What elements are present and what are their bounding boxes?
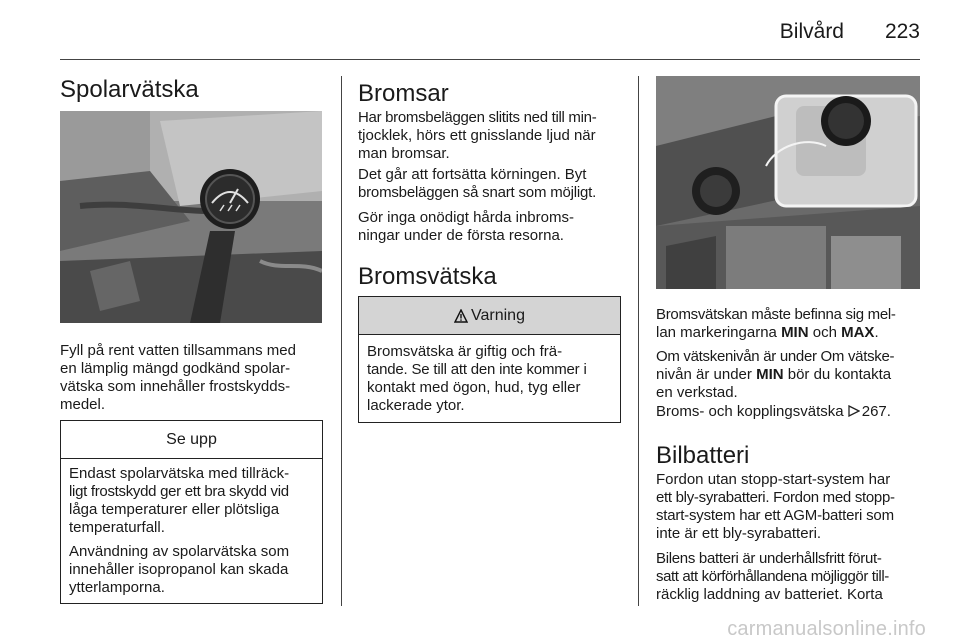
text-span: Broms- och kopplingsvätska xyxy=(656,403,848,420)
header-divider xyxy=(60,59,920,60)
text-line: Om vätskenivån är under Om vätske- xyxy=(656,348,895,365)
text-span: . xyxy=(874,324,879,341)
text-line: bromsbeläggen så snart som möjligt. xyxy=(358,184,597,201)
text-line: ett bly-syrabatteri. Fordon med stopp- xyxy=(656,489,895,506)
page-reference-icon xyxy=(848,405,860,417)
text-line: Bromsvätskan måste befinna sig mel- xyxy=(656,306,896,323)
text-line: Gör inga onödigt hårda inbroms- xyxy=(358,209,574,226)
brakes-paragraph-2 xyxy=(358,166,636,202)
text-line: Bromsvätska är giftig och frä- xyxy=(367,343,563,360)
text-line: tande. Se till att den inte kommer i xyxy=(367,361,587,378)
warning-triangle-icon xyxy=(454,309,468,323)
page-number: 223 xyxy=(884,20,920,43)
section-title: Bilvård xyxy=(779,20,844,43)
text-line: Endast spolarvätska med tillräck- xyxy=(69,465,290,482)
text-line: satt att körförhållandena möjliggör till- xyxy=(656,568,889,585)
heading-washer-fluid: Spolarvätska xyxy=(60,76,199,103)
text-line: ningar under de första resorna. xyxy=(358,227,564,244)
text-line: vätska som innehåller frostskydds- xyxy=(60,378,291,395)
heading-battery: Bilbatteri xyxy=(656,442,750,469)
brakes-paragraph-3 xyxy=(358,209,636,245)
brake-fluid-low-text xyxy=(656,348,926,402)
brakes-paragraph-1 xyxy=(358,109,636,163)
text-line: Fordon utan stopp-start-system har xyxy=(656,471,891,488)
text-span: nivån är under xyxy=(656,366,757,383)
caution-paragraph-1 xyxy=(69,465,314,537)
text-line: låga temperaturer eller plötsliga xyxy=(69,501,280,518)
text-line: man bromsar. xyxy=(358,145,450,162)
watermark: carmanualsonline.info xyxy=(727,618,926,640)
warning-header xyxy=(359,297,620,335)
text-line: lackerade ytor. xyxy=(367,397,465,414)
text-line: Bilens batteri är underhållsfritt förut- xyxy=(656,550,882,567)
text-line: tjocklek, hörs ett gnisslande ljud när xyxy=(358,127,596,144)
page-reference-link[interactable]: 267. xyxy=(861,403,891,420)
column-divider-1 xyxy=(341,76,342,606)
washer-fluid-text xyxy=(60,342,330,414)
heading-brakes: Bromsar xyxy=(358,80,449,107)
text-line: kontakt med ögon, hud, tyg eller xyxy=(367,379,581,396)
brake-fluid-reference xyxy=(656,403,926,421)
min-marking: MIN xyxy=(781,324,809,341)
caution-box xyxy=(60,420,323,604)
text-line: en lämplig mängd godkänd spolar- xyxy=(60,360,291,377)
page-header xyxy=(60,18,920,58)
photo-brake-fluid-reservoir xyxy=(656,76,920,289)
text-line: Användning av spolarvätska som xyxy=(69,543,290,560)
text-line xyxy=(656,366,926,384)
photo-washer-reservoir xyxy=(60,111,322,323)
text-span: bör du kontakta xyxy=(783,366,892,383)
battery-paragraph-1 xyxy=(656,471,931,543)
column-divider-2 xyxy=(638,76,639,606)
text-line: medel. xyxy=(60,396,106,413)
text-line xyxy=(656,324,926,342)
max-marking: MAX xyxy=(841,324,875,341)
battery-paragraph-2 xyxy=(656,550,931,604)
text-line: inte är ett bly-syrabatteri. xyxy=(656,525,822,542)
text-span: lan markeringarna xyxy=(656,324,782,341)
text-line: Det går att fortsätta körningen. Byt xyxy=(358,166,587,183)
text-line: ytterlamporna. xyxy=(69,579,165,596)
text-line: en verkstad. xyxy=(656,384,738,401)
text-line: start-system har ett AGM-batteri som xyxy=(656,507,894,524)
text-span: och xyxy=(808,324,842,341)
warning-title: Varning xyxy=(471,306,525,324)
text-line: räcklig laddning av batteriet. Korta xyxy=(656,586,883,603)
heading-brake-fluid: Bromsvätska xyxy=(358,263,497,290)
warning-box xyxy=(358,296,621,423)
text-line: ligt frostskydd ger ett bra skydd vid xyxy=(69,483,289,500)
text-line: innehåller isopropanol kan skada xyxy=(69,561,289,578)
caution-title: Se upp xyxy=(61,421,322,459)
brake-fluid-level-text xyxy=(656,306,926,342)
text-line: Har bromsbeläggen slitits ned till min- xyxy=(358,109,597,126)
caution-paragraph-2 xyxy=(69,543,314,597)
text-line: Fyll på rent vatten tillsammans med xyxy=(60,342,296,359)
text-line: temperaturfall. xyxy=(69,519,165,536)
min-marking: MIN xyxy=(756,366,784,383)
